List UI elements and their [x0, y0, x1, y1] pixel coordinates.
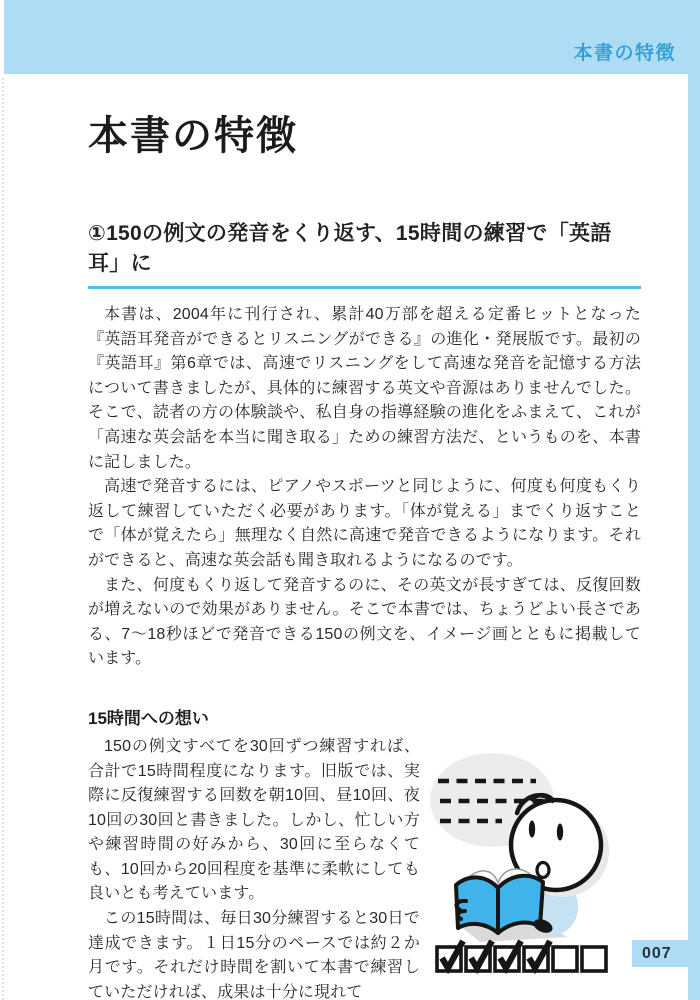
checkbox-icon: [553, 947, 577, 971]
reading-character-illustration: [420, 739, 632, 991]
checkbox-icon: [582, 947, 606, 971]
subsection-heading: 15時間への想い: [88, 708, 209, 728]
body-paragraph: この15時間は、毎日30分練習すると30日で達成できます。１日15分のペースでは約２か月です。それだけ時間を割いて本書で練習していただければ、成果は十分に現れて: [88, 910, 420, 1000]
right-edge-band: [688, 0, 700, 1000]
checkbox-icon: [466, 941, 492, 971]
checkbox-icon: [495, 941, 521, 971]
section-heading: ①150の例文の発音をくり返す、15時間の練習で「英語耳」に: [88, 217, 641, 289]
running-header: 本書の特徴: [573, 43, 676, 64]
lead-paragraphs: [88, 303, 641, 672]
page-title: 本書の特徴: [88, 114, 298, 158]
left-dotted-divider: [2, 78, 4, 1000]
right-eye: [557, 823, 563, 840]
checkbox-icon: [437, 941, 463, 971]
body-paragraph: また、何度もくり返して発音するのに、その英文が長すぎては、反復回数が増えないので効果がありません。そこで本書では、ちょうどよい長さである、7〜18秒ほどで発音できる150の例文を、イメージ画とともに掲載しています。: [88, 576, 641, 668]
body-paragraph: 150の例文すべてを30回ずつ練習すれば、合計で15時間程度になります。旧版では、実際に反復練習する回数を朝10回、昼10回、夜10回の30回と書きました。しかし、忙しい方や練習時間の好みから、30回に至らなくても、10回から20回程度を基準に柔軟にしても良いとも考えています。: [88, 737, 420, 903]
checkbox-icon: [524, 941, 550, 971]
open-mouth: [537, 862, 549, 877]
body-paragraph: 高速で発音するには、ピアノやスポーツと同じように、何度も何度もくり返して練習していただく必要があります。「体が覚える」までくり返すことで「体が覚えたら」無理なく自然に高速で発音できるようになります。それができると、高速な英会話も聞き取れるようになるのです。: [88, 478, 641, 569]
narrow-text-column: [88, 735, 420, 1000]
left-eye: [529, 820, 535, 837]
page-content: [88, 96, 641, 1000]
checklist: [437, 941, 606, 971]
wrapped-text-section: [88, 735, 641, 1000]
page-number-badge: [632, 940, 700, 967]
page-number: 007: [642, 944, 672, 962]
illustration-column: [420, 735, 642, 1000]
body-paragraph: 本書は、2004年に刊行され、累計40万部を超える定番ヒットとなった『英語耳発音ができるとリスニングができる』の進化・発展版です。最初の『英語耳』第6章では、高速でリスニングをして高速な発音を記憶する方法について書きましたが、具体的に練習する英文や音源はありませんでした。そこで、読者の方の体験談や、私自身の指導経験の進化をふまえて、これが「高速な英会話を本当に聞き取る」ための練習方法だ、というものを、本書に記しました。: [88, 306, 641, 471]
open-book-icon: [456, 869, 555, 935]
header-band: [4, 0, 700, 74]
